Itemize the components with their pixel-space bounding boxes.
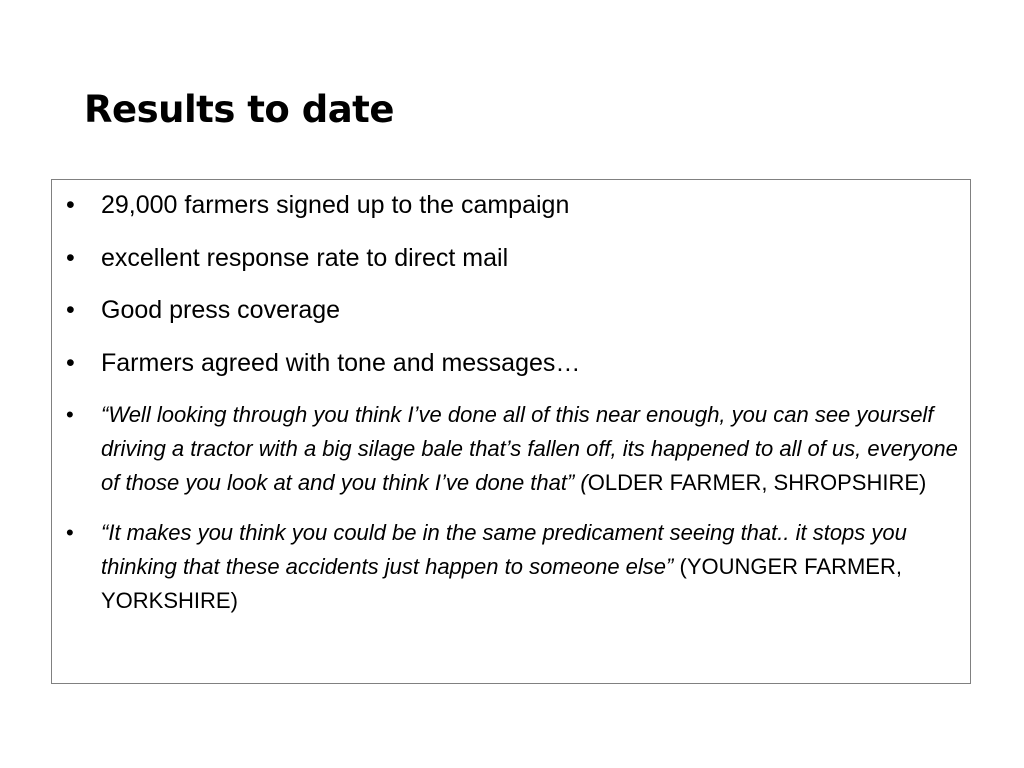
farmer-quote: “Well looking through you think I’ve done all of this near enough, you can see yourself driving a tractor with a big silage bale that’s fallen off, its happened to all of us, everyone of those you look at and you think I’ve done that” ( bbox=[101, 402, 958, 495]
attribution-open-paren: ( bbox=[673, 554, 687, 579]
attribution-close-paren: ) bbox=[919, 470, 927, 495]
bullet-marker: • bbox=[66, 402, 74, 427]
bullet-marker: • bbox=[66, 520, 74, 545]
list-item bbox=[66, 346, 966, 380]
bullet-marker: • bbox=[66, 348, 75, 377]
bullet-text: 29,000 farmers signed up to the campaign bbox=[101, 191, 570, 219]
bullet-list bbox=[66, 188, 966, 634]
bullet-marker: • bbox=[66, 296, 75, 324]
quote-item bbox=[66, 516, 966, 618]
list-item bbox=[66, 293, 966, 327]
slide-title: Results to date bbox=[84, 88, 394, 131]
list-item bbox=[66, 241, 966, 275]
quote-attribution: OLDER FARMER, SHROPSHIRE bbox=[587, 470, 920, 495]
bullet-text: Good press coverage bbox=[101, 296, 341, 324]
quote-item bbox=[66, 398, 966, 500]
farmer-quote: “It makes you think you could be in the same predicament seeing that.. it stops you thinking that these accidents just happen to someone else” bbox=[101, 520, 907, 579]
bullet-marker: • bbox=[66, 243, 75, 272]
bullet-list-box bbox=[51, 179, 971, 684]
bullet-text: Farmers agreed with tone and messages… bbox=[101, 348, 581, 377]
bullet-text: excellent response rate to direct mail bbox=[101, 243, 509, 272]
quote-attribution: YOUNGER FARMER, YORKSHIRE bbox=[101, 554, 902, 613]
attribution-close-paren: ) bbox=[230, 588, 238, 613]
list-item bbox=[66, 188, 966, 222]
bullet-marker: • bbox=[66, 191, 75, 219]
